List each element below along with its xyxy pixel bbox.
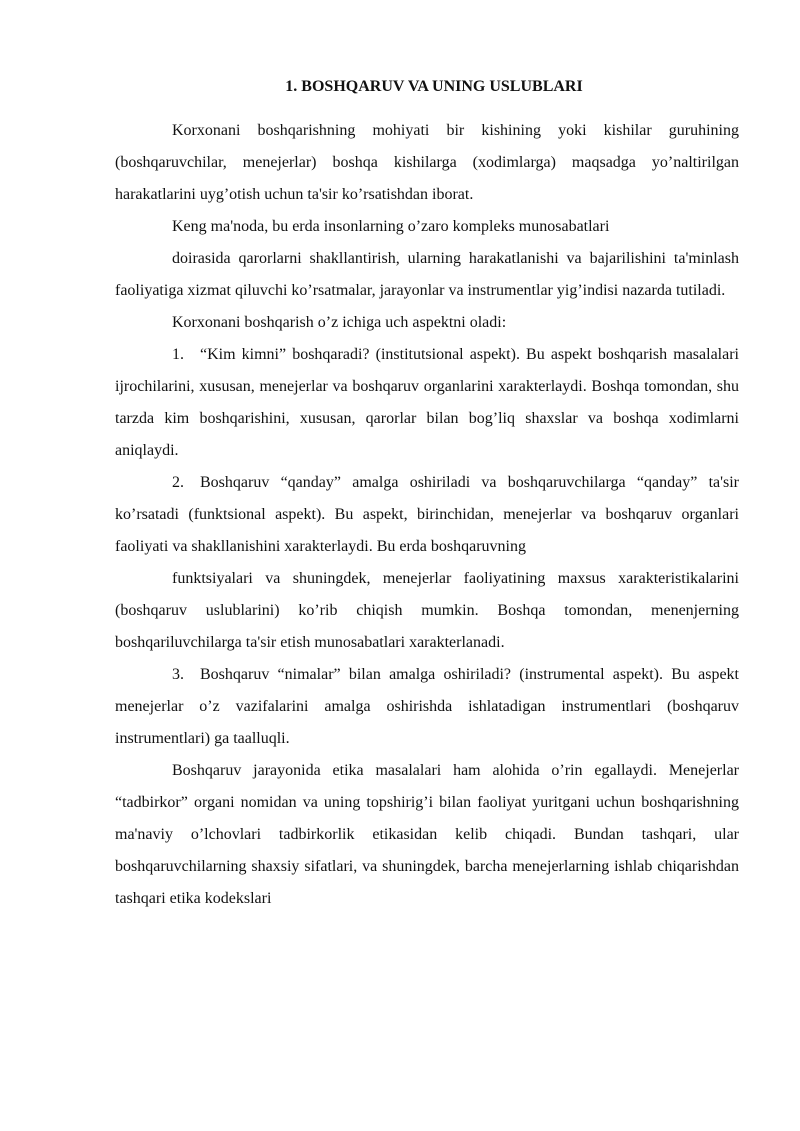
list-item-functional-continued: funktsiyalari va shuningdek, menejerlar faoliyatining maxsus xarakteristikalarini (boshqaruv uslublarini) ko’rib chiqish mumkin. Boshqa tomondan, menenjerning boshqariluvchilarga ta'sir etish munosabatlari xarakterlanadi. — [115, 570, 739, 651]
list-item-instrumental: 3. Boshqaruv “nimalar” bilan amalga oshiriladi? (instrumental aspekt). Bu aspekt menejerlar o’z vazifalarini amalga oshirishda ishlatadigan instrumentlari (boshqaruv instrumentlari) ga taalluqli. — [115, 666, 739, 747]
list-item-functional: 2. Boshqaruv “qanday” amalga oshiriladi va boshqaruvchilarga “qanday” ta'sir ko’rsatadi (funktsional aspekt). Bu aspekt, birinchidan, menejerlar va boshqaruv organlari faoliyati va shakllanishini xarakterlaydi. Bu erda boshqaruvning — [115, 474, 739, 555]
paragraph-ethics: Boshqaruv jarayonida etika masalalari ham alohida o’rin egallaydi. Menejerlar “tadbirkor” organi nomidan va uning topshirig’i bilan faoliyat yuritgani uchun boshqarishning ma'naviy o’lchovlari tadbirkorlik etikasidan kelib chiqadi. Bundan tashqari, ular boshqaruvchilarning shaxsiy sifatlari, va shuningdek, barcha menejerlarning ishlab chiqarishdan tashqari etika kodekslari — [115, 762, 739, 907]
paragraph-broad-sense-continued: doirasida qarorlarni shakllantirish, ularning harakatlanishi va bajarilishini ta'minlash faoliyatiga xizmat qiluvchi ko’rsatmalar, jarayonlar va instrumentlar yig’indisi nazarda tutiladi. — [115, 250, 739, 299]
document-page — [115, 75, 739, 915]
paragraph-essence: Korxonani boshqarishning mohiyati bir kishining yoki kishilar guruhining (boshqaruvchilar, menejerlar) boshqa kishilarga (xodimlarga) maqsadga yo’naltirilgan harakatlarini uyg’otish uchun ta'sir ko’rsatishdan iborat. — [115, 122, 739, 203]
list-item-institutional: 1. “Kim kimni” boshqaradi? (institutsional aspekt). Bu aspekt boshqarish masalalari ijrochilarini, xususan, menejerlar va boshqaruv organlarini xarakterlaydi. Boshqa tomondan, shu tarzda kim boshqarishini, xususan, qarorlar bilan bog’liq shaxslar va boshqa xodimlarni aniqlaydi. — [115, 346, 739, 459]
page-title: 1. BOSHQARUV VA UNING USLUBLARI — [285, 78, 583, 95]
paragraph-broad-sense: Keng ma'noda, bu erda insonlarning o’zaro kompleks munosabatlari — [172, 218, 610, 235]
paragraph-three-aspects: Korxonani boshqarish o’z ichiga uch aspektni oladi: — [172, 314, 507, 331]
